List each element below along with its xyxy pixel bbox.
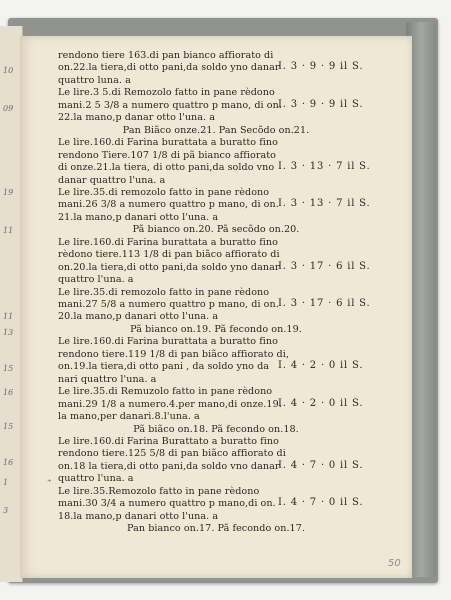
text-line: Le lire.3 5.di Remozolo fatto in pane rèdono [58, 87, 275, 99]
text-line: Le lire.35.Remozolo fatto in pane rèdono [58, 485, 260, 497]
price-figure: I. 3 · 9 · 9 il S. [278, 61, 364, 73]
price-figure: I. 4 · 7 · 0 il S. [278, 497, 364, 509]
price-figure: I. 4 · 2 · 0 il S. [278, 360, 364, 372]
text-line: Le lire.160.di Farina Burattato a buratto fino [58, 435, 279, 447]
margin-mark: 11 [3, 226, 14, 235]
price-figure: I. 4 · 2 · 0 il S. [278, 397, 364, 409]
pencil-page-number: 50 [388, 558, 401, 569]
text-line: di onze.21.la tiera, di otto pani,da soldo vno [58, 162, 275, 174]
text-line: Le lire.160.di Farina burattata a buratto fino [58, 137, 278, 149]
text-line: on.20.la tiera,di otto pani,da soldo yno danar [58, 261, 280, 273]
price-figure: I. 3 · 17 · 6 il S. [278, 298, 371, 309]
price-figure: I. 3 · 13 · 7 il S. [278, 161, 371, 173]
price-figure: I. 3 · 9 · 9 il S. [278, 98, 364, 110]
text-line: rèdono tiere.113 1/8 di pan biãco affiorato di [58, 249, 280, 261]
text-line: mani.26 3/8 a numero quattro p mano, di on. [58, 199, 279, 211]
text-line: quattro l'una. a [58, 473, 134, 485]
text-block [20, 36, 412, 578]
text-line: Le lire.35.di Remuzolo fatto in pane rèdono [58, 386, 273, 398]
text-line: 22.la mano,p danar otto l'una. a [58, 112, 216, 124]
margin-mark: 16 [3, 458, 14, 467]
text-line: mani.2 5 3/8 a numero quattro p mano, di on. [58, 99, 282, 111]
margin-mark: 3 [3, 506, 9, 515]
text-line: Le lire.35.di remozolo fatto in pane rèdono [58, 186, 270, 198]
ink-speck: ⁺ [47, 478, 52, 488]
section-heading: Pã bianco on.19. Pã fecondo on.19. [130, 323, 302, 335]
text-line: on.18 la tiera,di otto pani,da soldo vno danar [58, 460, 280, 472]
margin-mark: 13 [3, 328, 14, 337]
section-heading: Pan bianco on.17. Pã fecondo on.17. [127, 523, 305, 535]
text-line: Le lire.35.di remozolo fatto in pane rèdono [58, 286, 270, 298]
price-figure: I. 3 · 17 · 6 il S. [278, 260, 371, 272]
text-line: nari quattro l'una. a [58, 373, 157, 385]
text-line: quattro luna. a [58, 74, 131, 86]
margin-mark: 16 [3, 388, 14, 397]
text-line: 21.la mano,p danari otto l'una. a [58, 211, 219, 223]
margin-mark: 19 [3, 188, 14, 197]
text-line: rendono tiere.125 5/8 di pan biãco affiorato di [58, 448, 286, 460]
text-line: on.19.la tiera,di otto pani , da soldo yno da [58, 361, 270, 373]
text-line: danar quattro l'una. a [58, 174, 166, 186]
price-figure: I. 3 · 13 · 7 il S. [278, 198, 371, 210]
margin-mark: 15 [3, 364, 14, 373]
price-figure: I. 4 · 7 · 0 il S. [278, 459, 364, 471]
text-line: mani.27 5/8 a numero quattro p mano, di on. [58, 299, 279, 310]
text-line: on.22.la tiera,di otto pani,da soldo yno danar [58, 62, 280, 74]
text-line: rendono Tiere.107 1/8 di pã bianco affiorato [58, 149, 276, 161]
text-line: Le lire.160.di Farina burattata a buratto fino [58, 336, 278, 348]
margin-mark: 10 [3, 66, 14, 75]
section-heading: Pã bianco on.20. Pã secõdo on.20. [132, 224, 300, 236]
text-line: 18.la mano,p danari otto l'una. a [58, 510, 219, 522]
text-line: mani.29 1/8 a numero.4.per mano,di onze.19. [58, 398, 282, 410]
section-heading: Pã biãco on.18. Pã fecondo on.18. [133, 423, 299, 435]
document-page [20, 36, 412, 578]
text-line: mani.30 3/4 a numero quattro p mano,di on. [58, 498, 276, 510]
margin-mark: 1 [3, 478, 9, 487]
text-line: Le lire.160.di Farina burattata a buratto fino [58, 236, 278, 248]
text-line: rendono tiere 163.di pan bianco affiorato di [58, 50, 274, 61]
margin-mark: 09 [3, 104, 14, 113]
text-line: la mano,per danari.8.l'una. a [58, 411, 200, 423]
text-line: 20.la mano,p danari otto l'una. a [58, 311, 219, 323]
text-line: quattro l'una. a [58, 274, 134, 286]
margin-mark: 15 [3, 422, 14, 431]
section-heading: Pan Biãco onze.21. Pan Secõdo on.21. [122, 124, 310, 136]
text-line: rendono tiere.119 1/8 di pan biãco affiorato di, [58, 348, 289, 360]
margin-mark: 11 [3, 312, 14, 321]
